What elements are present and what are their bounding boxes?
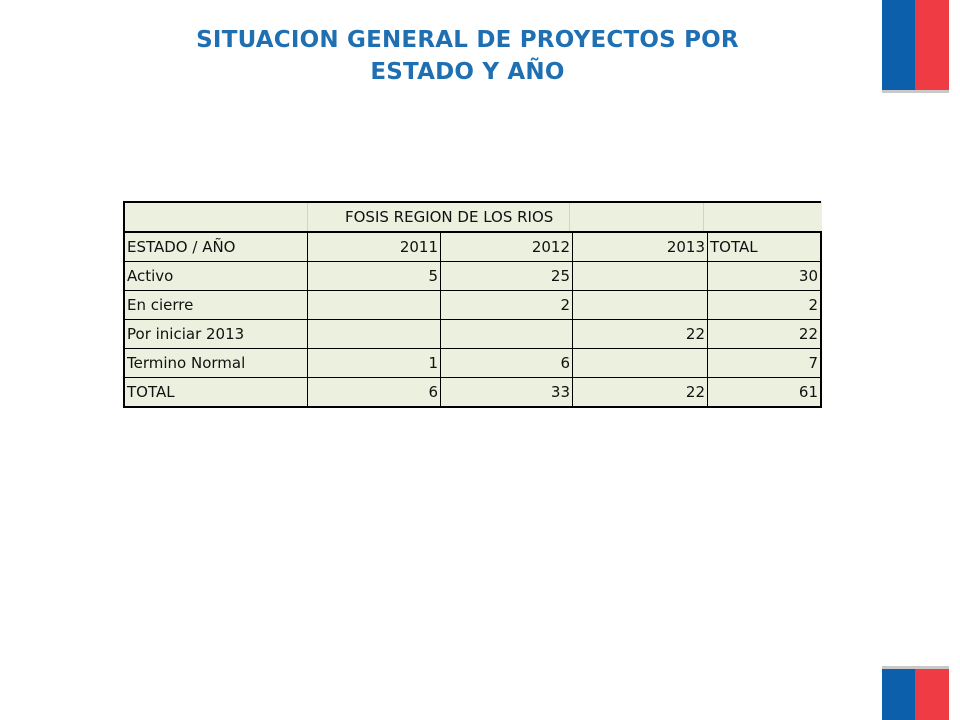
row-label: Activo xyxy=(124,262,308,291)
table-row xyxy=(124,320,821,349)
cell-total: 61 xyxy=(708,378,822,408)
cell-total: 2 xyxy=(708,291,822,320)
cell-2013: 22 xyxy=(573,320,708,349)
table-row xyxy=(124,262,821,291)
row-label: Termino Normal xyxy=(124,349,308,378)
cell-2012: 33 xyxy=(441,378,573,408)
row-label: Por iniciar 2013 xyxy=(124,320,308,349)
cell-2011: 1 xyxy=(308,349,441,378)
cell-2012: 25 xyxy=(441,262,573,291)
row-label: TOTAL xyxy=(124,378,308,408)
caption-grid-line xyxy=(703,203,704,231)
flag-red-band xyxy=(915,0,949,90)
cell-2013 xyxy=(573,349,708,378)
flag-blue-band xyxy=(882,669,915,720)
flag-bottom-shadow xyxy=(882,666,949,669)
projects-status-table xyxy=(123,201,822,408)
table-caption-cell xyxy=(124,202,821,232)
header-cell-2011: 2011 xyxy=(308,232,441,262)
caption-grid-line xyxy=(569,203,570,231)
slide-title-line-2: ESTADO Y AÑO xyxy=(370,59,565,85)
flag-red-band xyxy=(915,669,949,720)
slide-title xyxy=(100,24,835,88)
header-cell-estado: ESTADO / AÑO xyxy=(124,232,308,262)
header-cell-2012: 2012 xyxy=(441,232,573,262)
table-row xyxy=(124,291,821,320)
cell-2012 xyxy=(441,320,573,349)
table-header-row xyxy=(124,232,821,262)
cell-2011: 6 xyxy=(308,378,441,408)
flag-blue-band xyxy=(882,0,915,90)
row-label: En cierre xyxy=(124,291,308,320)
cell-total: 30 xyxy=(708,262,822,291)
table-caption-row xyxy=(124,202,821,232)
cell-2013 xyxy=(573,262,708,291)
header-cell-2013: 2013 xyxy=(573,232,708,262)
cell-2012: 6 xyxy=(441,349,573,378)
cell-total: 7 xyxy=(708,349,822,378)
slide-title-line-1: SITUACION GENERAL DE PROYECTOS POR xyxy=(196,27,739,53)
cell-2012: 2 xyxy=(441,291,573,320)
table-caption: FOSIS REGION DE LOS RIOS xyxy=(345,208,554,226)
cell-2011 xyxy=(308,320,441,349)
table-row xyxy=(124,349,821,378)
table-total-row xyxy=(124,378,821,408)
cell-total: 22 xyxy=(708,320,822,349)
cell-2011 xyxy=(308,291,441,320)
cell-2013 xyxy=(573,291,708,320)
flag-stripe-bottom xyxy=(882,669,949,720)
header-cell-total: TOTAL xyxy=(708,232,822,262)
flag-top-shadow xyxy=(882,90,949,93)
flag-stripe-top xyxy=(882,0,949,90)
cell-2013: 22 xyxy=(573,378,708,408)
cell-2011: 5 xyxy=(308,262,441,291)
caption-grid-line xyxy=(307,203,308,231)
